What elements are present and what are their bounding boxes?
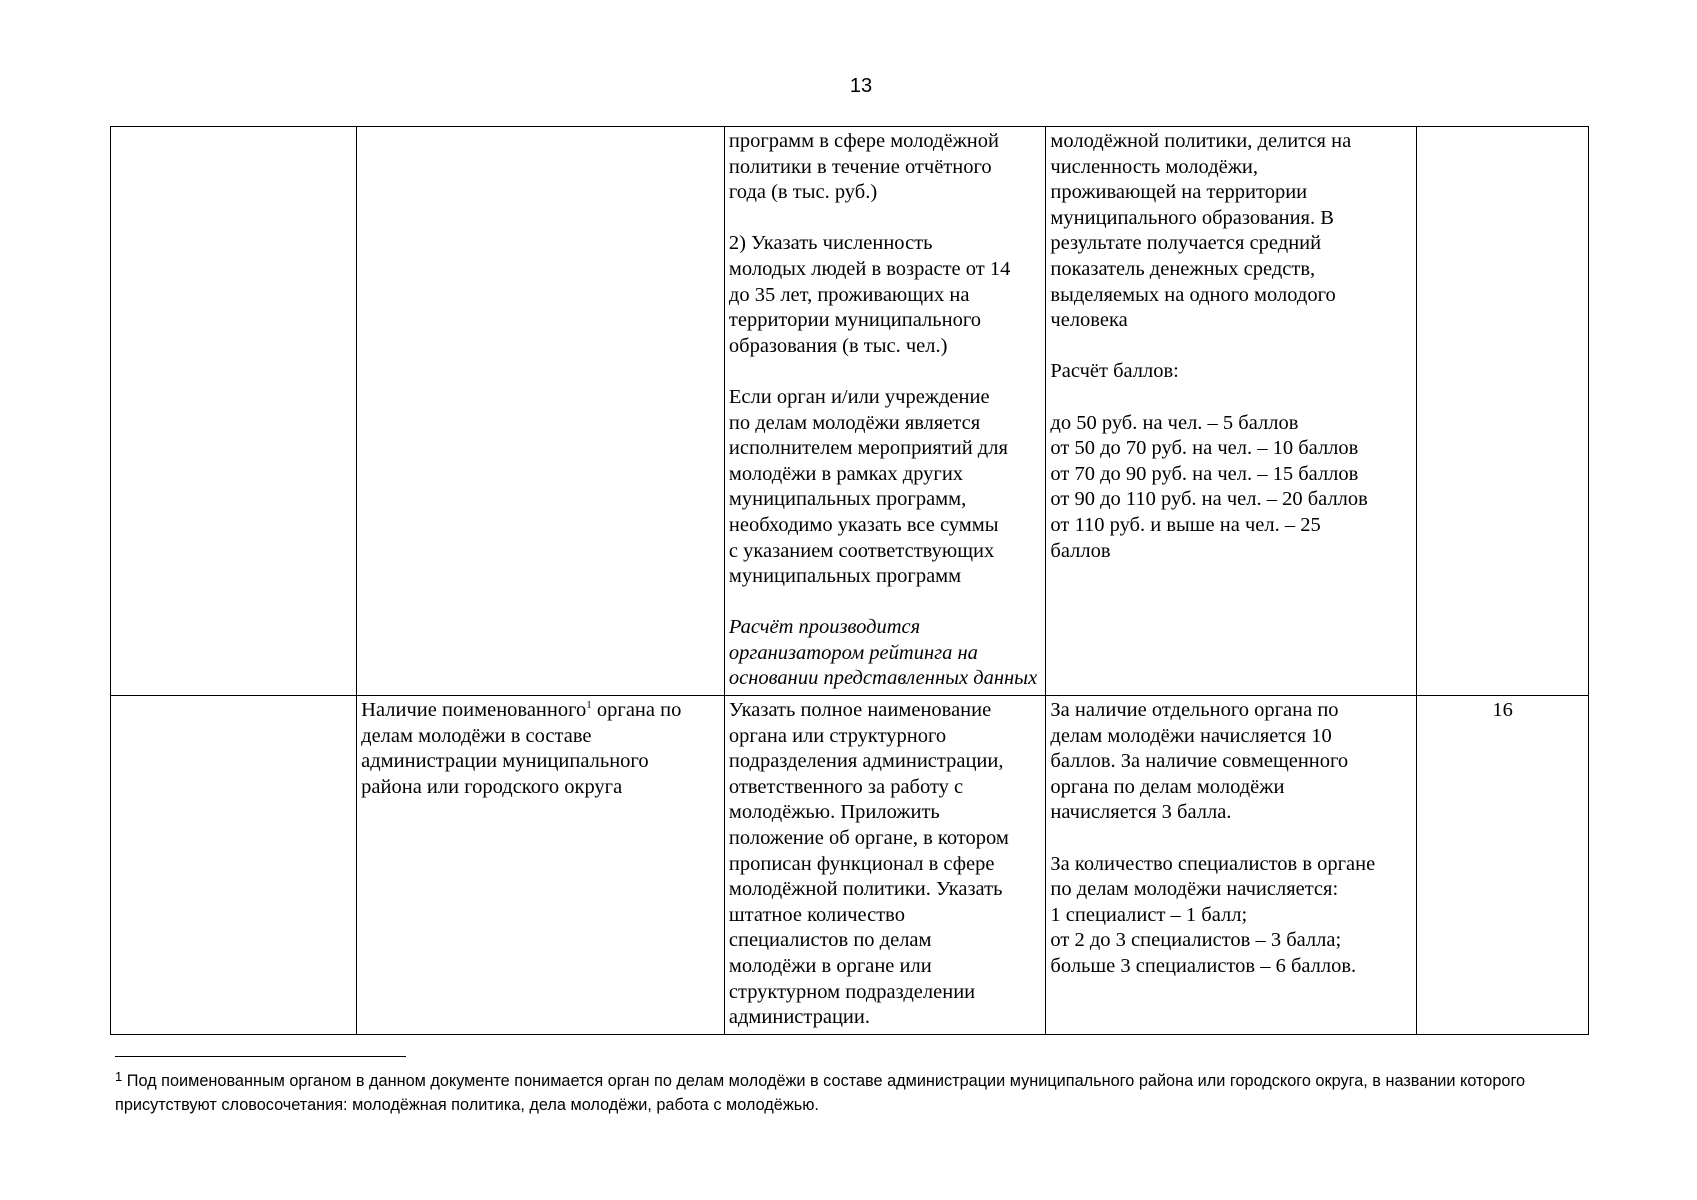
instruction-paragraph: Указать полное наименование органа или структурного подразделения администрации, ответственного за работу с молодёжью. Приложить положение об органе, в котором прописан функционал в сфере молодёжной политики. Указать штатное количество специалистов по делам молодёжи в органе или структурном подразделении администрации. [728,699,1009,1029]
table-cell-max-score [1417,696,1589,1035]
table-cell-number [111,696,357,1035]
scoring-paragraph: молодёжной политики, делится на численность молодёжи, проживающей на территории муниципального образования. В результате получается средний показатель денежных средств, выделяемых на одного молодого человека [1050,130,1352,332]
criterion-text-end: органа по делам молодёжи в составе администрации муниципального района или городского округа [361,699,682,798]
instruction-paragraph: программ в сфере молодёжной политики в течение отчётного года (в тыс. руб.) [728,130,999,204]
table-row [111,696,1589,1035]
max-score-value: 16 [1492,699,1513,722]
table-cell-instructions [724,127,1046,696]
calculation-note: Расчёт производится организатором рейтинга на основании представленных данных [728,616,1038,690]
scoring-scale: до 50 руб. на чел. – 5 баллов от 50 до 70 руб. на чел. – 10 баллов от 70 до 90 руб. на чел. – 15 баллов от 90 до 110 руб. на чел. – 20 баллов от 110 руб. и выше на чел. – 25 баллов [1050,411,1368,562]
footnote-reference: 1 [586,699,592,712]
scoring-paragraph: За количество специалистов в органе по делам молодёжи начисляется: 1 специалист – 1 балл; от 2 до 3 специалистов – 3 балла; больше 3 специалистов – 6 баллов. [1050,852,1376,977]
table-cell-criterion [357,127,725,696]
instruction-paragraph: 2) Указать численность молодых людей в возрасте от 14 до 35 лет, проживающих на территории муниципального образования (в тыс. чел.) [728,232,1011,357]
table-cell-number [111,127,357,696]
footnote-separator [115,1056,406,1057]
footnote-marker: 1 [115,1069,123,1084]
footnote-text: Под поименованным органом в данном документе понимается орган по делам молодёжи в составе администрации муниципального района или городского округа, в названии которого присутствуют словосочетания: молодёжная политика, дела молодёжи, работа с молодёжью. [115,1072,1526,1114]
table-cell-criterion [357,696,725,1035]
table-cell-scoring [1046,696,1417,1035]
criterion-text [361,698,720,800]
scoring-paragraph: За наличие отдельного органа по делам молодёжи начисляется 10 баллов. За наличие совмещенного органа по делам молодёжи начисляется 3 балла. [1050,699,1349,824]
table-cell-scoring [1046,127,1417,696]
scoring-heading: Расчёт баллов: [1050,360,1179,383]
page-number: 13 [849,75,873,97]
criteria-table [110,126,1589,1035]
table-row [111,127,1589,696]
criterion-text-start: Наличие поименованного [361,699,587,722]
table-cell-max-score [1417,127,1589,696]
table-cell-instructions [724,696,1046,1035]
footnote [115,1069,1585,1117]
instruction-paragraph: Если орган и/или учреждение по делам молодёжи является исполнителем мероприятий для молодёжи в рамках других муниципальных программ, необходимо указать все суммы с указанием соответствующих муниципальных программ [728,385,1008,588]
